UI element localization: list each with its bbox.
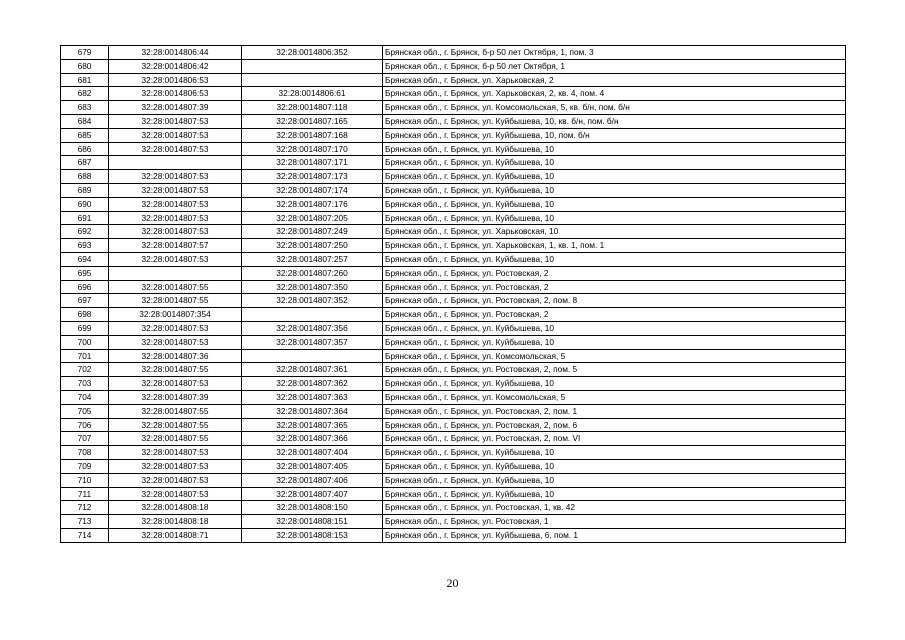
row-number-cell: 707 [61, 432, 109, 446]
row-number-cell: 711 [61, 487, 109, 501]
cadastral-number-cell: 32:28:0014808:71 [109, 528, 242, 542]
cadastral-number-cell: 32:28:0014807:55 [109, 294, 242, 308]
address-cell: Брянская обл., г. Брянск, ул. Куйбышева, 10 [383, 142, 846, 156]
cadastral-number-cell: 32:28:0014807:53 [109, 252, 242, 266]
table-row [61, 87, 846, 101]
table-row [61, 73, 846, 87]
row-number-cell: 704 [61, 390, 109, 404]
object-number-cell: 32:28:0014806:352 [242, 46, 383, 60]
cadastral-number-cell: 32:28:0014807:53 [109, 473, 242, 487]
table-row [61, 128, 846, 142]
object-number-cell: 32:28:0014807:405 [242, 459, 383, 473]
object-number-cell: 32:28:0014807:171 [242, 156, 383, 170]
address-cell: Брянская обл., г. Брянск, ул. Ростовская, 2, пом. 6 [383, 418, 846, 432]
cadastral-number-cell: 32:28:0014807:53 [109, 377, 242, 391]
cadastral-number-cell [109, 156, 242, 170]
cadastral-number-cell: 32:28:0014807:53 [109, 335, 242, 349]
row-number-cell: 699 [61, 321, 109, 335]
address-cell: Брянская обл., г. Брянск, ул. Куйбышева, 10, кв. б/н, пом. б/н [383, 114, 846, 128]
table-row [61, 377, 846, 391]
address-cell: Брянская обл., г. Брянск, ул. Харьковская, 1, кв. 1, пом. 1 [383, 239, 846, 253]
row-number-cell: 701 [61, 349, 109, 363]
row-number-cell: 680 [61, 59, 109, 73]
object-number-cell [242, 349, 383, 363]
cadastral-number-cell: 32:28:0014807:53 [109, 114, 242, 128]
object-number-cell: 32:28:0014807:363 [242, 390, 383, 404]
table-row [61, 404, 846, 418]
row-number-cell: 700 [61, 335, 109, 349]
object-number-cell: 32:28:0014807:356 [242, 321, 383, 335]
address-cell: Брянская обл., г. Брянск, ул. Харьковская, 2, кв. 4, пом. 4 [383, 87, 846, 101]
row-number-cell: 683 [61, 101, 109, 115]
cadastral-number-cell: 32:28:0014807:354 [109, 308, 242, 322]
cadastral-number-cell: 32:28:0014806:42 [109, 59, 242, 73]
cadastral-number-cell: 32:28:0014807:53 [109, 197, 242, 211]
object-number-cell [242, 308, 383, 322]
cadastral-number-cell [109, 266, 242, 280]
object-number-cell: 32:28:0014807:362 [242, 377, 383, 391]
cadastral-number-cell: 32:28:0014807:53 [109, 211, 242, 225]
address-cell: Брянская обл., г. Брянск, ул. Куйбышева, 10 [383, 183, 846, 197]
address-cell: Брянская обл., г. Брянск, ул. Ростовская, 1, кв. 42 [383, 501, 846, 515]
object-number-cell: 32:28:0014807:250 [242, 239, 383, 253]
table-row [61, 432, 846, 446]
object-number-cell: 32:28:0014807:260 [242, 266, 383, 280]
address-cell: Брянская обл., г. Брянск, ул. Ростовская, 2 [383, 308, 846, 322]
row-number-cell: 697 [61, 294, 109, 308]
table-row [61, 459, 846, 473]
object-number-cell: 32:28:0014807:406 [242, 473, 383, 487]
cadastral-number-cell: 32:28:0014807:53 [109, 321, 242, 335]
table-row [61, 46, 846, 60]
table-row [61, 349, 846, 363]
table-row [61, 156, 846, 170]
object-number-cell: 32:28:0014807:366 [242, 432, 383, 446]
row-number-cell: 694 [61, 252, 109, 266]
address-cell: Брянская обл., г. Брянск, ул. Куйбышева, 6, пом. 1 [383, 528, 846, 542]
cadastral-number-cell: 32:28:0014807:53 [109, 487, 242, 501]
object-number-cell: 32:28:0014808:151 [242, 515, 383, 529]
address-cell: Брянская обл., г. Брянск, б-р 50 лет Октября, 1, пом. 3 [383, 46, 846, 60]
row-number-cell: 698 [61, 308, 109, 322]
row-number-cell: 681 [61, 73, 109, 87]
address-cell: Брянская обл., г. Брянск, ул. Ростовская, 2, пом. VI [383, 432, 846, 446]
row-number-cell: 695 [61, 266, 109, 280]
table-row [61, 321, 846, 335]
cadastral-number-cell: 32:28:0014807:57 [109, 239, 242, 253]
address-cell: Брянская обл., г. Брянск, ул. Куйбышева, 10 [383, 197, 846, 211]
table-row [61, 515, 846, 529]
row-number-cell: 696 [61, 280, 109, 294]
cadastral-number-cell: 32:28:0014807:55 [109, 432, 242, 446]
row-number-cell: 706 [61, 418, 109, 432]
address-cell: Брянская обл., г. Брянск, ул. Куйбышева, 10 [383, 252, 846, 266]
table-row [61, 239, 846, 253]
address-cell: Брянская обл., г. Брянск, ул. Куйбышева, 10 [383, 321, 846, 335]
cadastral-number-cell: 32:28:0014807:55 [109, 404, 242, 418]
object-number-cell: 32:28:0014807:174 [242, 183, 383, 197]
address-cell: Брянская обл., г. Брянск, ул. Куйбышева, 10 [383, 473, 846, 487]
cadastral-number-cell: 32:28:0014806:53 [109, 73, 242, 87]
address-cell: Брянская обл., г. Брянск, ул. Куйбышева, 10 [383, 156, 846, 170]
table-row [61, 390, 846, 404]
cadastral-number-cell: 32:28:0014807:53 [109, 128, 242, 142]
table-row [61, 266, 846, 280]
row-number-cell: 689 [61, 183, 109, 197]
address-cell: Брянская обл., г. Брянск, ул. Куйбышева, 10, пом. б/н [383, 128, 846, 142]
row-number-cell: 713 [61, 515, 109, 529]
address-cell: Брянская обл., г. Брянск, ул. Ростовская, 2 [383, 266, 846, 280]
cadastral-number-cell: 32:28:0014807:53 [109, 459, 242, 473]
row-number-cell: 679 [61, 46, 109, 60]
table-row [61, 501, 846, 515]
object-number-cell: 32:28:0014808:150 [242, 501, 383, 515]
object-number-cell: 32:28:0014807:170 [242, 142, 383, 156]
object-number-cell: 32:28:0014807:165 [242, 114, 383, 128]
object-number-cell: 32:28:0014807:176 [242, 197, 383, 211]
row-number-cell: 714 [61, 528, 109, 542]
row-number-cell: 686 [61, 142, 109, 156]
row-number-cell: 705 [61, 404, 109, 418]
object-number-cell [242, 59, 383, 73]
address-cell: Брянская обл., г. Брянск, ул. Харьковская, 10 [383, 225, 846, 239]
row-number-cell: 708 [61, 446, 109, 460]
address-cell: Брянская обл., г. Брянск, ул. Комсомольская, 5 [383, 390, 846, 404]
table-row [61, 197, 846, 211]
cadastral-number-cell: 32:28:0014807:53 [109, 170, 242, 184]
object-number-cell: 32:28:0014807:352 [242, 294, 383, 308]
address-cell: Брянская обл., г. Брянск, ул. Харьковская, 2 [383, 73, 846, 87]
address-cell: Брянская обл., г. Брянск, ул. Куйбышева, 10 [383, 211, 846, 225]
cadastral-number-cell: 32:28:0014807:53 [109, 225, 242, 239]
address-cell: Брянская обл., г. Брянск, ул. Комсомольская, 5, кв. б/н, пом. б/н [383, 101, 846, 115]
address-cell: Брянская обл., г. Брянск, ул. Ростовская, 2 [383, 280, 846, 294]
object-number-cell: 32:28:0014807:350 [242, 280, 383, 294]
table-row [61, 528, 846, 542]
row-number-cell: 684 [61, 114, 109, 128]
row-number-cell: 685 [61, 128, 109, 142]
table-row [61, 59, 846, 73]
table-row [61, 142, 846, 156]
object-number-cell: 32:28:0014807:365 [242, 418, 383, 432]
row-number-cell: 693 [61, 239, 109, 253]
table-row [61, 101, 846, 115]
object-number-cell [242, 73, 383, 87]
table-row [61, 335, 846, 349]
address-cell: Брянская обл., г. Брянск, ул. Куйбышева, 10 [383, 170, 846, 184]
object-number-cell: 32:28:0014807:173 [242, 170, 383, 184]
table-row [61, 183, 846, 197]
row-number-cell: 710 [61, 473, 109, 487]
table-body [61, 46, 846, 543]
cadastral-number-cell: 32:28:0014807:36 [109, 349, 242, 363]
row-number-cell: 692 [61, 225, 109, 239]
table-row [61, 225, 846, 239]
row-number-cell: 687 [61, 156, 109, 170]
table-row [61, 170, 846, 184]
table-row [61, 211, 846, 225]
object-number-cell: 32:28:0014807:357 [242, 335, 383, 349]
table-row [61, 487, 846, 501]
address-cell: Брянская обл., г. Брянск, ул. Куйбышева, 10 [383, 459, 846, 473]
address-cell: Брянская обл., г. Брянск, ул. Куйбышева, 10 [383, 446, 846, 460]
cadastral-number-cell: 32:28:0014807:55 [109, 363, 242, 377]
cadastral-number-cell: 32:28:0014807:53 [109, 142, 242, 156]
cadastral-number-cell: 32:28:0014807:39 [109, 390, 242, 404]
address-cell: Брянская обл., г. Брянск, ул. Куйбышева, 10 [383, 335, 846, 349]
table-row [61, 294, 846, 308]
table-row [61, 418, 846, 432]
cadastral-number-cell: 32:28:0014806:53 [109, 87, 242, 101]
object-number-cell: 32:28:0014807:407 [242, 487, 383, 501]
object-number-cell: 32:28:0014807:205 [242, 211, 383, 225]
table-row [61, 473, 846, 487]
address-cell: Брянская обл., г. Брянск, ул. Куйбышева, 10 [383, 487, 846, 501]
row-number-cell: 691 [61, 211, 109, 225]
object-number-cell: 32:28:0014807:168 [242, 128, 383, 142]
table-row [61, 363, 846, 377]
object-number-cell: 32:28:0014807:404 [242, 446, 383, 460]
object-number-cell: 32:28:0014807:257 [242, 252, 383, 266]
address-cell: Брянская обл., г. Брянск, ул. Ростовская, 2, пом. 8 [383, 294, 846, 308]
cadastral-number-cell: 32:28:0014807:55 [109, 418, 242, 432]
object-number-cell: 32:28:0014807:361 [242, 363, 383, 377]
cadastral-number-cell: 32:28:0014806:44 [109, 46, 242, 60]
page-number: 20 [446, 576, 459, 590]
cadastral-number-cell: 32:28:0014807:55 [109, 280, 242, 294]
table-row [61, 114, 846, 128]
data-table [60, 45, 846, 543]
row-number-cell: 688 [61, 170, 109, 184]
cadastral-number-cell: 32:28:0014808:18 [109, 515, 242, 529]
row-number-cell: 702 [61, 363, 109, 377]
address-cell: Брянская обл., г. Брянск, ул. Ростовская, 1 [383, 515, 846, 529]
table-row [61, 308, 846, 322]
table-row [61, 252, 846, 266]
object-number-cell: 32:28:0014807:118 [242, 101, 383, 115]
table-row [61, 446, 846, 460]
object-number-cell: 32:28:0014808:153 [242, 528, 383, 542]
address-cell: Брянская обл., г. Брянск, ул. Комсомольская, 5 [383, 349, 846, 363]
cadastral-number-cell: 32:28:0014807:39 [109, 101, 242, 115]
object-number-cell: 32:28:0014806:61 [242, 87, 383, 101]
address-cell: Брянская обл., г. Брянск, б-р 50 лет Октября, 1 [383, 59, 846, 73]
object-number-cell: 32:28:0014807:364 [242, 404, 383, 418]
address-cell: Брянская обл., г. Брянск, ул. Куйбышева, 10 [383, 377, 846, 391]
cadastral-number-cell: 32:28:0014807:53 [109, 446, 242, 460]
address-cell: Брянская обл., г. Брянск, ул. Ростовская, 2, пом. 5 [383, 363, 846, 377]
row-number-cell: 709 [61, 459, 109, 473]
cadastral-number-cell: 32:28:0014808:18 [109, 501, 242, 515]
row-number-cell: 712 [61, 501, 109, 515]
address-cell: Брянская обл., г. Брянск, ул. Ростовская, 2, пом. 1 [383, 404, 846, 418]
cadastral-number-cell: 32:28:0014807:53 [109, 183, 242, 197]
table-row [61, 280, 846, 294]
object-number-cell: 32:28:0014807:249 [242, 225, 383, 239]
row-number-cell: 703 [61, 377, 109, 391]
row-number-cell: 682 [61, 87, 109, 101]
row-number-cell: 690 [61, 197, 109, 211]
